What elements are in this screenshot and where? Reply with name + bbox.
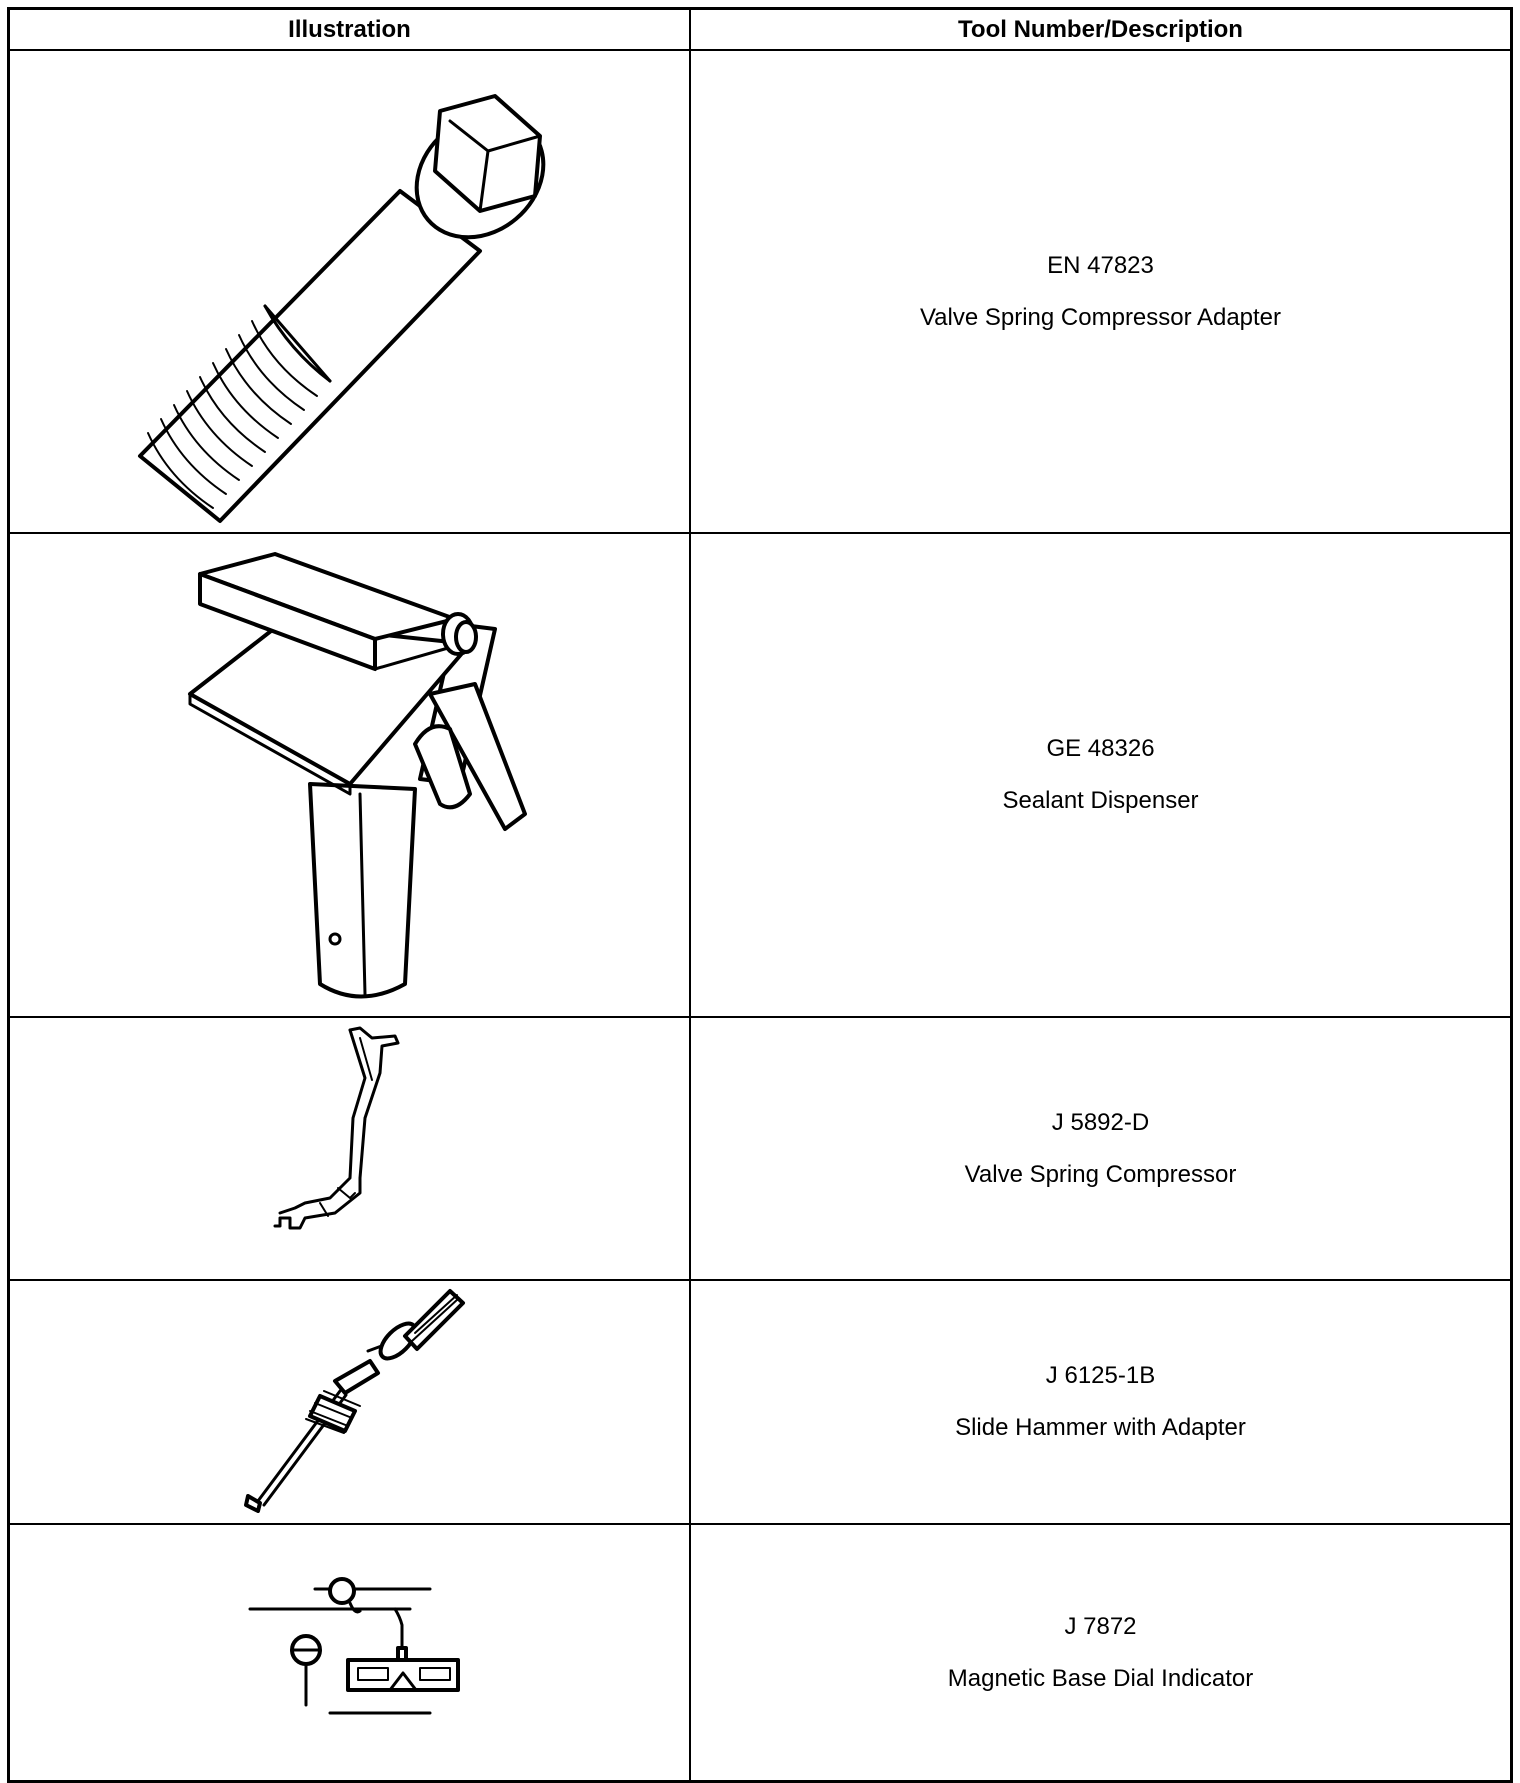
valve-spring-compressor-icon bbox=[10, 1018, 689, 1279]
tool-cell bbox=[691, 1525, 1510, 1780]
tool-description: Slide Hammer with Adapter bbox=[955, 1414, 1246, 1441]
table-row bbox=[10, 51, 1510, 534]
slide-hammer-icon bbox=[10, 1281, 689, 1523]
header-illustration: Illustration bbox=[288, 16, 411, 43]
table-row bbox=[10, 534, 1510, 1018]
tool-cell bbox=[691, 1018, 1510, 1279]
hex-flange-bolt-icon bbox=[10, 51, 689, 532]
tool-number: J 5892-D bbox=[1051, 1108, 1150, 1136]
tool-number: EN 47823 bbox=[1047, 251, 1154, 279]
header-tool-number-description: Tool Number/Description bbox=[958, 16, 1243, 43]
tool-description: Sealant Dispenser bbox=[1002, 787, 1199, 814]
tools-table bbox=[7, 7, 1513, 1783]
tool-number: J 7872 bbox=[1064, 1612, 1137, 1640]
tool-number: J 6125-1B bbox=[1045, 1362, 1156, 1389]
tool-cell bbox=[691, 1281, 1510, 1523]
tool-description: Magnetic Base Dial Indicator bbox=[947, 1664, 1254, 1692]
tool-number: GE 48326 bbox=[1046, 735, 1155, 762]
table-row bbox=[10, 1018, 1510, 1281]
table-row bbox=[10, 1281, 1510, 1525]
table-row bbox=[10, 1525, 1510, 1780]
tool-description: Valve Spring Compressor bbox=[964, 1160, 1237, 1188]
table-header bbox=[10, 10, 1510, 51]
tool-description: Valve Spring Compressor Adapter bbox=[919, 303, 1282, 331]
sealant-dispenser-icon bbox=[10, 534, 689, 1016]
tool-cell bbox=[691, 51, 1510, 532]
dial-indicator-icon bbox=[10, 1525, 689, 1780]
tool-cell bbox=[691, 534, 1510, 1016]
